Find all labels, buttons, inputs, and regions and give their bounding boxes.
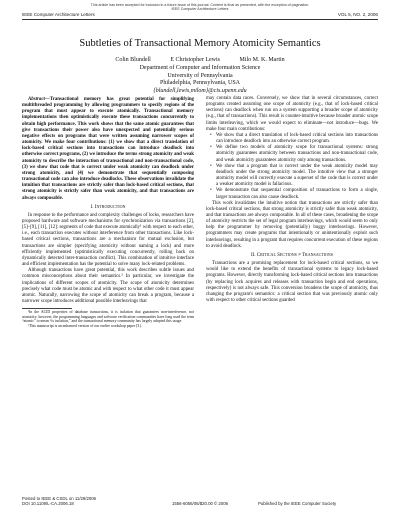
body-paragraph: Although transactions have great potential, this work describes subtle issues and common misconceptions about their semantics.² In particular, we investigate the implications of different scopes of atomicity. The scope of atomicity determines precisely what code must be atomic and with respect to what other code it must appear atomic. Naturally, narrowing the scope of atomicity can break a program, because a narrower scope introduces additional possible interleavings that xyxy=(22,268,194,304)
paper-title: Subtleties of Transactional Memory Atomicity Semantics xyxy=(79,38,321,49)
body-paragraph: may contain data races. Conversely, we show that in several circumstances, correct programs created assuming one scope of atomicity (e.g., that of lock-based critical sections) can deadlock when run on a system supporting a broader scope of atomicity (e.g., that of transactions). This result is counter-intuitive because broader atomic scope limits interleaving, which we would expect to eliminate—not introduce—bugs. We make four main contributions: xyxy=(206,96,378,132)
author-city: Philadelphia, Pennsylvania, USA xyxy=(160,80,240,87)
body-paragraph: In response to the performance and complexity challenges of locks, researchers have proposed hardware and software mechanisms for synchronization via transactions [2], [5]–[9], [11], [12]: segments of code that execute atomically¹ with respect to each other, i.e., each transaction executes without interference from other transactions. Like lock-based critical sections, transactions are a mechanism for mutual exclusion, but transactions are simpler (specifying atomicity without naming a lock) and more efficiently implemented (optimistically executing concurrently, rolling back on dynamically detected inter-transaction conflict). This combination of intuitive interface and efficient implementation has the potential to solve many lock-related problems. xyxy=(22,212,194,268)
contributions-list xyxy=(206,133,378,201)
running-head-volume: VOL 5, NO. 2, 2006 xyxy=(337,12,378,17)
section-heading-critical-sections: II. Critical Sections ≠ Transactions xyxy=(250,252,334,258)
author-block xyxy=(22,57,378,96)
body-paragraph: Transactions are a promising replacement for lock-based critical sections, so we would like to extend the benefits of transactional systems to legacy lock-based programs. However, directly transforming lock-based critical sections into transactions (by replacing lock acquires and releases with transaction begin and end operations, respectively) is not always safe. This conversion broadens the scope of atomicity, thus changing the program's semantics: a critical section that was previously atomic only with respect to other critical sections guarded xyxy=(206,261,378,303)
page-footer xyxy=(22,496,378,506)
list-item: • We define two models of atomicity scope for transactional systems: strong atomicity guarantees atomicity between transactions and non-transactional code, and weak atomicity guarantees atomicity only among transactions. xyxy=(216,145,378,163)
header-rule xyxy=(22,19,378,20)
running-head-journal: IEEE Computer Architecture Letters xyxy=(22,12,95,17)
footnote: ²This manuscript is an enhanced version of our earlier workshop paper [3]. xyxy=(28,323,142,328)
author-names xyxy=(22,57,378,65)
author-name: E Christopher Lewis xyxy=(170,57,220,63)
right-column xyxy=(206,96,378,304)
list-item: • We show that a program that is correct under the weak atomicity model may deadlock under the strong atomicity model. The intuitive view that a stronger atomicity model will correctly execute a superset of the code that is correct under a weaker atomicity model is fallacious. xyxy=(216,164,378,189)
footer-doi: DOI 10.1109/L-CA.2006.18 xyxy=(22,501,74,506)
author-emails: {blundell,lewis,milom}@cis.upenn.edu xyxy=(153,88,247,95)
footer-publisher: Published by the IEEE Computer Society xyxy=(258,501,337,506)
footer-posted: Posted to IEEE & CSDL on 11/29/2006 xyxy=(22,496,97,501)
author-university: University of Pennsylvania xyxy=(167,72,233,79)
list-item: • We show that a direct translation of lock-based critical sections into transactions can introduce deadlock into an otherwise correct program. xyxy=(216,133,378,145)
left-column xyxy=(22,97,194,329)
list-item: • We demonstrate that sequential composition of transactions to form a single, larger transaction can also cause deadlock. xyxy=(216,188,378,200)
footnote-rule xyxy=(22,308,72,309)
footer-issn: 1556-6056/06/$20.00 © 2006 xyxy=(172,501,228,506)
abstract-label: Abstract— xyxy=(28,97,50,102)
running-head xyxy=(22,12,378,17)
author-name: Milo M. K. Martin xyxy=(239,57,285,63)
section-heading-introduction: I. Introduction xyxy=(90,204,126,210)
author-name: Colin Blundell xyxy=(115,57,151,63)
footnote: ¹In the ACID properties of database transactions, it is isolation that guarantees non-interference, not atomicity; however, the programming languages and software verification communities have long used the term “atomic” to mean “is isolation,” and the transactional memory community has largely adopted this usage. xyxy=(22,310,194,324)
notice-journal: IEEE Computer Architecture Letters xyxy=(171,7,229,11)
notice-line: This article has been accepted for inclusion in a future issue of this journal. Content is final as presented, with the exception of pagination. xyxy=(90,3,310,7)
acceptance-notice xyxy=(0,3,400,11)
body-paragraph: This work invalidates the intuitive notion that transactions are strictly safer than lock-based critical sections, that strong atomicity is strictly safer than weak atomicity, and that transactions are always composable. In all of these cases, broadening the scope of atomicity restricts the set of legal program interleavings, which would seem to only help the programmer by removing (potentially) buggy interleavings. However, programmers may create programs that intentionally or unintentionally exploit such interleavings, resulting in a program that requires concurrent execution of these regions to avoid deadlock. xyxy=(206,200,378,249)
abstract xyxy=(22,97,194,202)
abstract-text: Transactional memory has great potential for simplifying multithreaded programming by allowing programmers to specify regions of the program that must appear to execute atomically. Transactional memory implementations then optimistically execute these transactions concurrently to obtain high performance. This work shows that the same atomic guarantees that give transactions their power also have unexpected and potentially serious negative effects on programs that were written assuming narrower scopes of atomicity. We make four contributions: (1) we show that a direct translation of lock-based critical sections into transactions can introduce deadlock into otherwise correct programs, (2) we introduce the terms strong atomicity and weak atomicity to describe the interaction of transactional and non-transactional code, (3) we show that code that is correct under weak atomicity can deadlock under strong atomicity, and (4) we demonstrate that sequentially composing transactional code can also introduce deadlocks. These observations invalidate the intuition that transactions are strictly safer than lock-based critical sections, that strong atomicity is strictly safer than weak atomicity, and that transactions are always composable. xyxy=(22,97,194,201)
author-department: Department of Computer and Information Science xyxy=(139,64,261,71)
